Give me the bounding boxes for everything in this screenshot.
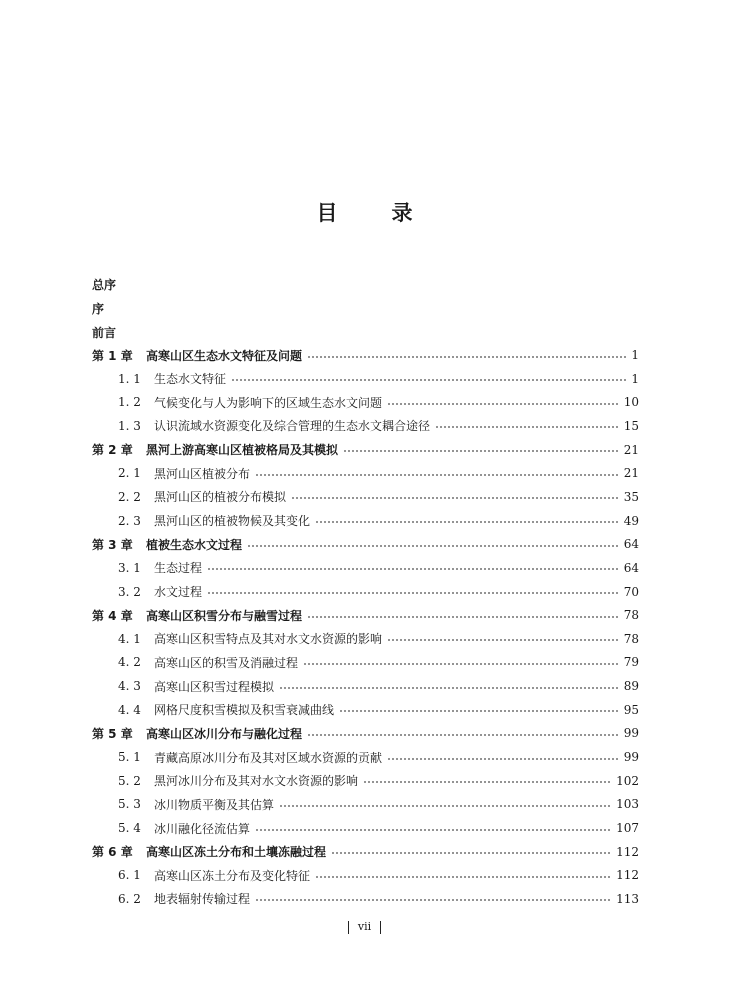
- page-number: [0, 920, 729, 934]
- toc-entry-title: 高寒山区积雪特点及其对水文水资源的影响: [154, 632, 383, 647]
- toc-entry-number: 4. 3: [118, 679, 141, 694]
- toc-page-number: 112: [616, 844, 639, 859]
- toc-entry-title: 植被生态水文过程: [146, 537, 243, 552]
- toc-section-row[interactable]: [118, 369, 639, 389]
- toc-page-number: 103: [616, 797, 639, 812]
- dot-leader: [247, 545, 619, 547]
- folio-label: vii: [357, 920, 372, 933]
- toc-entry-title: 高寒山区冻土分布和土壤冻融过程: [146, 845, 327, 860]
- dot-leader: [363, 781, 611, 783]
- toc-page-number: 64: [623, 537, 639, 552]
- toc-page-number: 95: [623, 702, 639, 717]
- toc-section-row[interactable]: [118, 652, 639, 672]
- toc-entry-number: 1. 1: [118, 371, 141, 386]
- toc-entry-number: 3. 2: [118, 584, 141, 599]
- toc-page-number: 21: [623, 442, 639, 457]
- toc-section-row[interactable]: [118, 794, 639, 814]
- dot-leader: [315, 876, 611, 878]
- toc-chapter-row[interactable]: [92, 842, 639, 862]
- toc-chapter-row[interactable]: [92, 605, 639, 625]
- toc-chapter-row[interactable]: [92, 534, 639, 554]
- dot-leader: [387, 758, 619, 760]
- toc-entry-title: 网格尺度积雪模拟及积雪衰减曲线: [154, 703, 335, 718]
- toc-page-number: 99: [623, 750, 639, 765]
- toc-page-number: 1: [631, 371, 639, 386]
- toc-entry-number: 5. 1: [118, 750, 141, 765]
- toc-page-number: 78: [623, 631, 639, 646]
- toc-entry-title: 认识流域水资源变化及综合管理的生态水文耦合途径: [154, 419, 431, 434]
- toc-page-number: 49: [623, 513, 639, 528]
- dot-leader: [303, 663, 619, 665]
- toc-section-row[interactable]: [118, 392, 639, 412]
- page-title: 目录: [316, 201, 467, 225]
- toc-entry-number: 第 6 章: [92, 845, 133, 860]
- dot-leader: [307, 734, 619, 736]
- toc-entry-title: 黑河山区植被分布: [154, 466, 251, 481]
- toc-page-number: 70: [623, 584, 639, 599]
- toc-page-number: 78: [623, 608, 639, 623]
- toc-page-number: 1: [631, 348, 639, 362]
- front-matter-item: 序: [92, 302, 105, 316]
- toc-entry-title: 黑河上游高寒山区植被格局及其模拟: [146, 443, 339, 458]
- toc-entry-title: 高寒山区积雪分布与融雪过程: [146, 608, 303, 623]
- dot-leader: [315, 521, 619, 523]
- toc-entry-number: 1. 3: [118, 418, 141, 433]
- toc-page-number: 35: [623, 489, 639, 504]
- toc-entry-number: 6. 2: [118, 891, 141, 906]
- toc-section-row[interactable]: [118, 771, 639, 791]
- toc-entry-title: 高寒山区生态水文特征及问题: [146, 348, 303, 363]
- toc-entry-number: 3. 1: [118, 560, 141, 575]
- toc-section-row[interactable]: [118, 416, 639, 436]
- toc-page-number: 107: [616, 821, 639, 835]
- toc-entry-title: 高寒山区冻土分布及变化特征: [154, 868, 311, 883]
- toc-entry-title: 高寒山区冰川分布与融化过程: [146, 726, 303, 741]
- dot-leader: [279, 805, 611, 807]
- toc-entry-title: 高寒山区的积雪及消融过程: [154, 655, 299, 670]
- toc-entry-number: 2. 3: [118, 513, 141, 528]
- toc-entry-title: 气候变化与人为影响下的区域生态水文问题: [154, 395, 383, 410]
- toc-entry-number: 4. 4: [118, 702, 141, 717]
- toc-entry-number: 4. 2: [118, 655, 141, 670]
- toc-entry-number: 4. 1: [118, 631, 141, 646]
- toc-page-number: 99: [623, 726, 639, 741]
- dot-leader: [291, 497, 619, 499]
- dot-leader: [387, 403, 619, 405]
- dot-leader: [331, 852, 611, 854]
- toc-entry-number: 2. 1: [118, 466, 141, 481]
- toc-chapter-row[interactable]: [92, 723, 639, 743]
- toc-entry-number: 5. 3: [118, 797, 141, 812]
- toc-entry-title: 黑河山区的植被分布模拟: [154, 490, 287, 505]
- dot-leader: [339, 710, 619, 712]
- toc-entry-number: 2. 2: [118, 489, 141, 504]
- toc-entry-title: 黑河冰川分布及其对水文水资源的影响: [154, 774, 359, 789]
- toc-entry-number: 5. 2: [118, 773, 141, 788]
- dot-leader: [207, 568, 619, 570]
- toc-section-row[interactable]: [118, 818, 639, 838]
- toc-page-number: 102: [616, 773, 639, 788]
- toc-section-row[interactable]: [118, 511, 639, 531]
- toc-entry-number: 5. 4: [118, 821, 141, 835]
- toc-chapter-row[interactable]: [92, 345, 639, 365]
- toc-section-row[interactable]: [118, 747, 639, 767]
- toc-entry-title: 青藏高原冰川分布及其对区域水资源的贡献: [154, 750, 383, 765]
- toc-entry-number: 第 3 章: [92, 537, 133, 552]
- toc-entry-title: 地表辐射传输过程: [154, 892, 251, 907]
- dot-leader: [343, 450, 619, 452]
- dot-leader: [279, 687, 619, 689]
- dot-leader: [207, 592, 619, 594]
- dot-leader: [255, 899, 611, 901]
- toc-page-number: 113: [616, 891, 639, 906]
- toc-page-number: 64: [623, 560, 639, 575]
- toc-entry-number: 6. 1: [118, 868, 141, 883]
- toc-page-number: 21: [623, 466, 639, 481]
- toc-section-row[interactable]: [118, 700, 639, 720]
- toc-section-row[interactable]: [118, 676, 639, 696]
- dot-leader: [387, 639, 619, 641]
- dot-leader: [231, 379, 626, 381]
- toc-entry-number: 第 2 章: [92, 443, 133, 458]
- toc-entry-title: 水文过程: [154, 585, 203, 599]
- folio-bar-right: [380, 921, 381, 934]
- toc-entry-title: 冰川融化径流估算: [154, 821, 251, 836]
- toc-entry-title: 黑河山区的植被物候及其变化: [154, 514, 311, 529]
- dot-leader: [255, 829, 611, 831]
- toc-entry-title: 生态过程: [154, 561, 203, 576]
- toc-section-row[interactable]: [118, 463, 639, 483]
- toc-entry-title: 生态水文特征: [154, 372, 227, 387]
- dot-leader: [307, 356, 626, 358]
- toc-section-row[interactable]: [118, 487, 639, 507]
- toc-section-row[interactable]: [118, 629, 639, 649]
- toc-page-number: 79: [623, 655, 639, 670]
- dot-leader: [255, 474, 619, 476]
- toc-entry-number: 第 1 章: [92, 348, 133, 363]
- toc-chapter-row[interactable]: [92, 440, 639, 460]
- toc-entry-number: 1. 2: [118, 395, 141, 410]
- front-matter-item: 前言: [92, 326, 117, 340]
- toc-page-number: 10: [623, 395, 639, 410]
- toc-section-row[interactable]: [118, 889, 639, 909]
- dot-leader: [307, 616, 619, 618]
- toc-entry-title: 冰川物质平衡及其估算: [154, 797, 275, 812]
- toc-page-number: 89: [623, 679, 639, 694]
- toc-entry-number: 第 5 章: [92, 726, 133, 741]
- toc-section-row[interactable]: [118, 558, 639, 578]
- dot-leader: [435, 426, 619, 428]
- folio-bar-left: [348, 921, 349, 934]
- toc-entry-title: 高寒山区积雪过程模拟: [154, 679, 275, 694]
- toc-section-row[interactable]: [118, 865, 639, 885]
- toc-page-number: 15: [623, 418, 639, 433]
- toc-section-row[interactable]: [118, 582, 639, 602]
- toc-entry-number: 第 4 章: [92, 608, 133, 623]
- front-matter-item: 总序: [92, 278, 117, 292]
- toc-page-number: 112: [616, 868, 639, 883]
